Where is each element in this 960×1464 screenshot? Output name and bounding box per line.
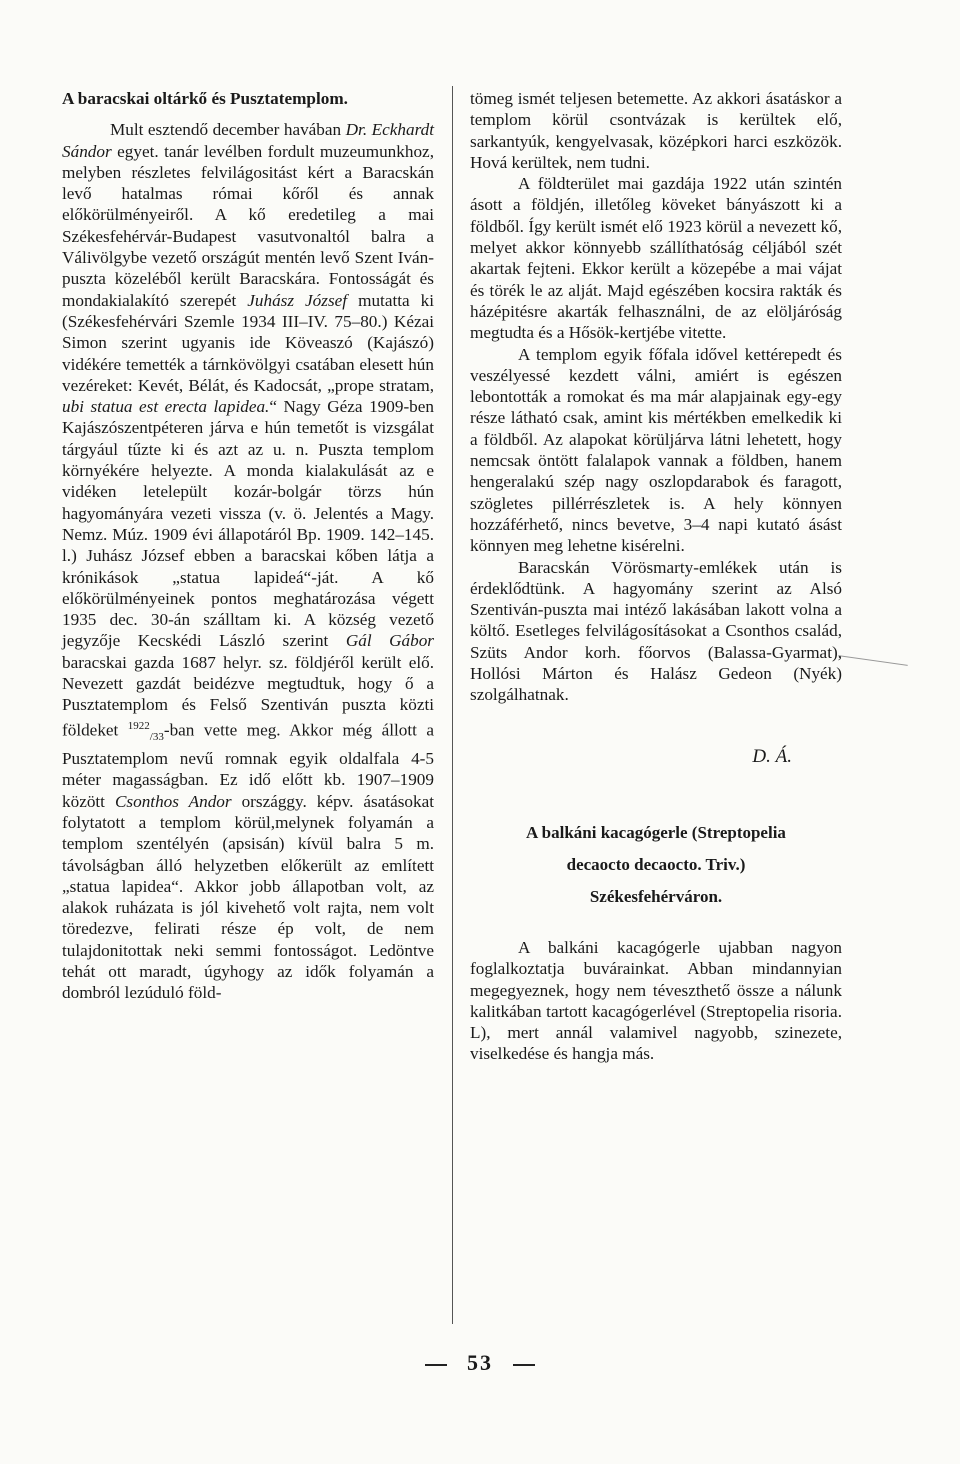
- column-divider: [452, 86, 453, 1324]
- article-paragraph: A templom egyik főfala idővel kettérepedt és veszélyessé kezdett válni, amiért is egészen lebontották a romokat és ma már alapjainak egy-egy része látható csak, amint kis mértékben emelkedik ki a földből. Az alapokat körüljárva látni lehetett, hogy nemcsak öntött falalapok vannak a földben, hanem hengeralakú szép nagy oszlopdarabok és faragott, szögletes pillérrészletek is. A hely könnyen hozzáférhető, nincs bevetve, 3–4 napi kutató ásást könnyen meg lehetne kisérelni.: [470, 344, 842, 556]
- article-paragraph: Baracskán Vörösmarty-emlékek után is érdeklődtünk. A hagyomány szerint az Alsó Szentiván-puszta mai intéző lakásában lakott volna a költő. Esetleges felvilágosításokat a Csonthos család, Szüts Andor korh. főorvos (Balassa-Gyarmat), Hollósi Márton és Halász Gedeon (Nyék) szolgálhatnak.: [470, 557, 842, 705]
- page-number: [0, 1350, 960, 1376]
- right-column: [470, 88, 842, 1065]
- left-column: [62, 88, 434, 1004]
- dash-left: [425, 1364, 447, 1366]
- article-paragraph: A balkáni kacagógerle ujabban nagyon foglalkoztatja buvárainkat. Abban mindannyian megegyeznek, hogy nem téveszthető össze a nálunk kalitkában tartott kacagógerlével (Streptopelia risoria. L), mert annál valamivel nagyobb, szinezete, viselkedése és hangja más.: [470, 937, 842, 1064]
- second-article-title-line2: decaocto decaocto. Triv.): [566, 854, 746, 874]
- second-article-title-line1: A balkáni kacagógerle (Streptopelia: [526, 822, 786, 842]
- continued-paragraph: tömeg ismét teljesen betemette. Az akkori ásatáskor a templom körül csontvázak is kerültek elő, sarkantyúk, kengyelvasak, középkori harci eszközök. Hová kerültek, nem tudni.: [470, 89, 842, 172]
- dash-right: [513, 1364, 535, 1366]
- article-paragraph: A földterület mai gazdája 1922 után szintén ásott a földjén, illetőleg köveket bányászott ki a földből. Így került ismét elő 1923 körül a nevezett kő, melyet akkor könnyebb szállíthatóság céljából szét akartak fejteni. Ekkor került a közepébe a mai vájat és törék le az alját. Majd egészében kocsira rakták és házépitésre akarták felhasználni, de az elöljáróság megtudta és a Hősök-kertjébe vitette.: [470, 174, 842, 343]
- second-article-title-line3: Székesfehérváron.: [589, 886, 723, 906]
- article-title: A baracskai oltárkő és Pusztatemplom.: [62, 89, 348, 108]
- margin-mark: [838, 655, 907, 666]
- article-paragraph: Mult esztendő december havában Dr. Eckhardt Sándor egyet. tanár levélben fordult muzeumunkhoz, melyben részletes felvilágositást kért a Baracskán levő hatalmas római kőről és annak előkörülményeiről. A kő eredetileg a mai Székesfehérvár-Budapest vasutvonaltól balra a Válivölgybe vezető országút mentén levő Szent Iván-puszta közeléből került Baracskára. Fontosságát és mondakialakító szerepét Juhász József mutatta ki (Székesfehérvári Szemle 1934 III–IV. 75–80.) Kézai Simon szerint ugyanis ide Köveaszó (Kajászó) vidékére temették a tárnkövölgyi csatában elesett hún vezéreket: Kevét, Bélát, és Kadocsát, „prope stratam, ubi statua est erecta lapidea.“ Nagy Géza 1909-ben Kajászószentpéteren járva e hún temetőt is vizsgálat tárgyául tűzte ki és azt az u. n. Puszta templom környékére helyezte. A monda kialakulását az e vidéken letelepült kozár-bolgár törzs hún hagyományára vezeti vissza (v. ö. Jelentés a Magy. Nemz. Múz. 1909 évi állapotáról Bp. 1909. 142–145. l.) Juhász József ebben a baracskai kőben látja a krónikások „statua lapideá“-ját. A kő előkörülményeinek pontos meghatározása végett 1935 dec. 30-án szálltam ki. A község vezető jegyzője Kecskédi László szerint Gál Gábor baracskai gazda 1687 helyr. sz. földjéről került elő. Nevezett gazdát beidézve megtudtuk, hogy ő a Pusztatemplom és Felső Szentiván puszta közti földeket $^{1922}_{/33}$-ban vette meg. Akkor még állott a Pusztatemplom nevű romnak egyik oldalfala 4-5 méter magasságban. Ez idő előtt kb. 1907–1909 között Csonthos Andor országgy. képv. ásatásokat folytatott a templom körül,melynek folyamán a templom szentélyén (apsisán) kívül balra 5 m. távolságban álló helyzetben előkerült az említett „statua lapidea“. Akkor jobb állapotban volt, az alakok ruházata is jól kivehető volt rajta, nem volt töredezve, felirati része ép volt, de nem tulajdonitottak neki semmi fontosságot. Ledöntve tehát ott maradt, úgyhogy az idők folyamán a dombról lezúduló föld-: [62, 120, 435, 1003]
- page-number-text: 53: [467, 1350, 493, 1375]
- author-signature: D. Á.: [752, 745, 792, 767]
